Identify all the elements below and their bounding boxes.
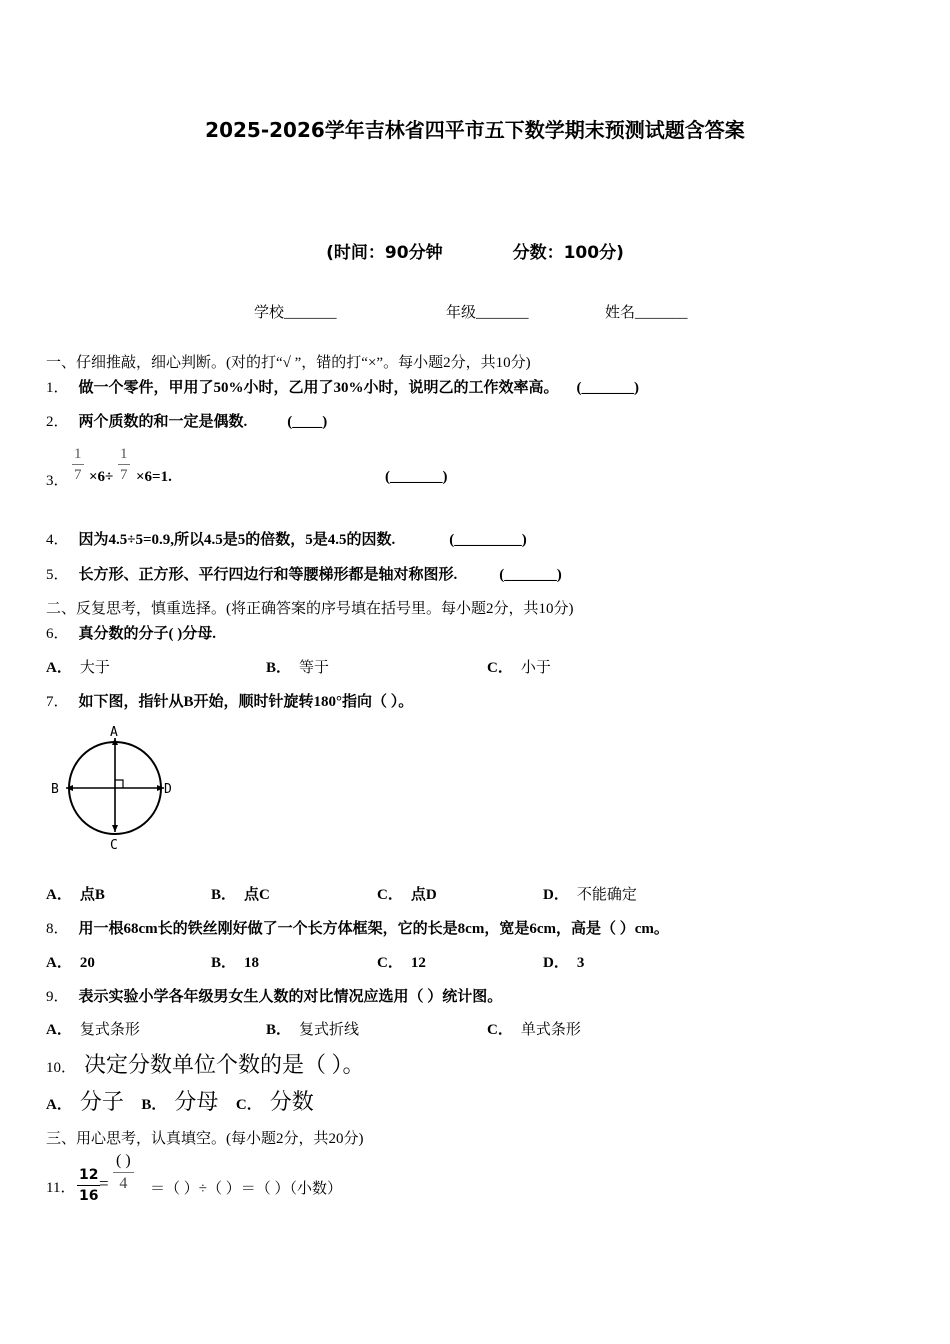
clock-dial-figure [46,720,186,855]
option-letter: D． [543,955,569,971]
option-d [543,883,637,904]
option-text: 小于 [520,660,551,676]
fraction-denominator: 16 [79,1188,99,1204]
option-a [46,883,105,904]
section-2-heading: 二、反复思考，慎重选择。(将正确答案的序号填在括号里。每小题2分，共10分) [46,601,574,617]
option-a [46,1018,140,1039]
option-text: 复式折线 [299,1022,360,1038]
option-c [487,656,551,677]
option-letter: A． [46,1097,72,1113]
option-letter: B． [266,660,292,676]
question-1 [46,376,639,397]
question-5 [46,563,562,584]
fraction-denominator: 7 [120,467,128,483]
option-letter: C． [377,887,403,903]
question-text: 做一个零件，甲用了50%小时，乙用了30%小时，说明乙的工作效率高。 [78,380,559,396]
equals-sign: = [99,1174,109,1193]
school-field: 学校_______ [254,305,337,321]
label-top: A [110,725,118,740]
option-c [377,951,426,972]
section-3-heading: 三、用心思考，认真填空。(每小题2分，共20分) [46,1131,364,1147]
fraction-12-16 [77,1165,100,1206]
option-b [211,951,259,972]
fraction-numerator: 12 [77,1165,100,1186]
option-b [211,883,270,904]
option-text: 大于 [79,660,110,676]
label-bottom: C [110,838,118,853]
question-number: 10． [46,1060,77,1076]
question-7 [46,690,413,711]
fraction-one-seventh [118,444,130,485]
option-letter: B． [141,1097,167,1113]
option-letter: C． [235,1097,262,1113]
question-number: 8． [46,921,69,937]
question-number: 9． [46,989,69,1005]
option-letter: B． [211,955,237,971]
grade-field: 年级_______ [446,305,529,321]
option-text: 3 [576,955,585,971]
option-text: 点D [410,887,437,903]
question-10-options [46,1085,314,1116]
question-text: 决定分数单位个数的是（ ）。 [84,1052,365,1077]
question-text: 真分数的分子( )分母. [78,626,217,642]
option-letter: C． [487,660,513,676]
question-number: 7． [46,694,69,710]
question-number: 2． [46,414,69,430]
question-11-number: 11． [46,1180,76,1196]
option-text: 分母 [174,1089,219,1114]
question-text: 长方形、正方形、平行四边行和等腰梯形都是轴对称图形. [78,567,458,583]
fraction-numerator: 1 [118,444,130,465]
option-text: 点C [244,887,270,903]
option-d [543,951,584,972]
question-10 [46,1048,365,1079]
question-3-result: ×6=1. [136,469,172,485]
question-text: 两个质数的和一定是偶数. [78,414,248,430]
option-text: 单式条形 [520,1022,581,1038]
question-text: 用一根68cm长的铁丝刚好做了一个长方体框架，它的长是8cm，宽是6cm，高是（ ）cm。 [78,921,669,937]
exam-meta [0,238,950,263]
option-text: 12 [410,955,426,971]
question-11-rest: ＝（ ）÷（ ）＝（ ）（小数） [150,1181,342,1197]
option-text: 复式条形 [79,1022,140,1038]
option-letter: B． [266,1022,292,1038]
question-number: 4． [46,532,69,548]
question-9 [46,985,502,1006]
question-8 [46,917,669,938]
option-text: 点B [79,887,105,903]
name-field: 姓名_______ [605,305,688,321]
answer-blank: (_______) [499,567,562,583]
question-3-operator: ×6÷ [89,469,114,485]
option-b [266,656,329,677]
question-6 [46,622,216,643]
question-number: 1． [46,380,69,396]
question-number: 6． [46,626,69,642]
answer-blank: (____) [287,414,328,430]
option-c [377,883,437,904]
right-angle-mark [115,780,123,788]
answer-blank: (_______) [576,380,640,396]
question-text: 因为4.5÷5=0.9,所以4.5是5的倍数，5是4.5的因数. [78,532,396,548]
option-text: 分数 [269,1089,314,1114]
option-letter: A． [46,660,72,676]
option-letter: B． [211,887,237,903]
label-left: B [51,782,59,797]
option-letter: C． [487,1022,513,1038]
time-label: (时间：90分钟 [326,243,443,263]
option-text: 18 [244,955,260,971]
fraction-one-seventh [72,444,84,485]
option-letter: A． [46,955,72,971]
option-letter: A． [46,887,72,903]
option-letter: C． [377,955,403,971]
page-title: 2025-2026学年吉林省四平市五下数学期末预测试题含答案 [205,118,745,142]
question-text: 如下图，指针从B开始，顺时针旋转180°指向（ ）。 [78,694,414,710]
option-a [46,951,95,972]
arrow-down [112,825,118,832]
option-text: 不能确定 [576,887,637,903]
fraction-denominator: 4 [119,1175,128,1192]
label-right: D [164,782,172,797]
option-b [266,1018,359,1039]
option-letter: D． [543,887,569,903]
fraction-numerator: ( ) [113,1150,134,1173]
question-text: 表示实验小学各年级男女生人数的对比情况应选用（ ）统计图。 [78,989,503,1005]
fraction-numerator: 1 [72,444,84,465]
option-text: 20 [79,955,95,971]
question-2 [46,410,327,431]
answer-blank: (_________) [449,532,527,548]
section-1-heading: 一、仔细推敲，细心判断。(对的打“√ ”，错的打“×”。每小题2分，共10分) [46,355,531,371]
option-a [46,656,110,677]
fraction-denominator: 7 [74,467,82,483]
score-label: 分数：100分) [512,243,624,263]
question-4 [46,528,527,549]
option-text: 等于 [299,660,330,676]
option-letter: A． [46,1022,72,1038]
question-number: 5． [46,567,69,583]
fraction-blank-over-4 [113,1150,134,1195]
option-text: 分子 [79,1089,124,1114]
option-c [487,1018,581,1039]
answer-blank: (_______) [385,469,448,485]
question-number: 3． [46,473,69,489]
